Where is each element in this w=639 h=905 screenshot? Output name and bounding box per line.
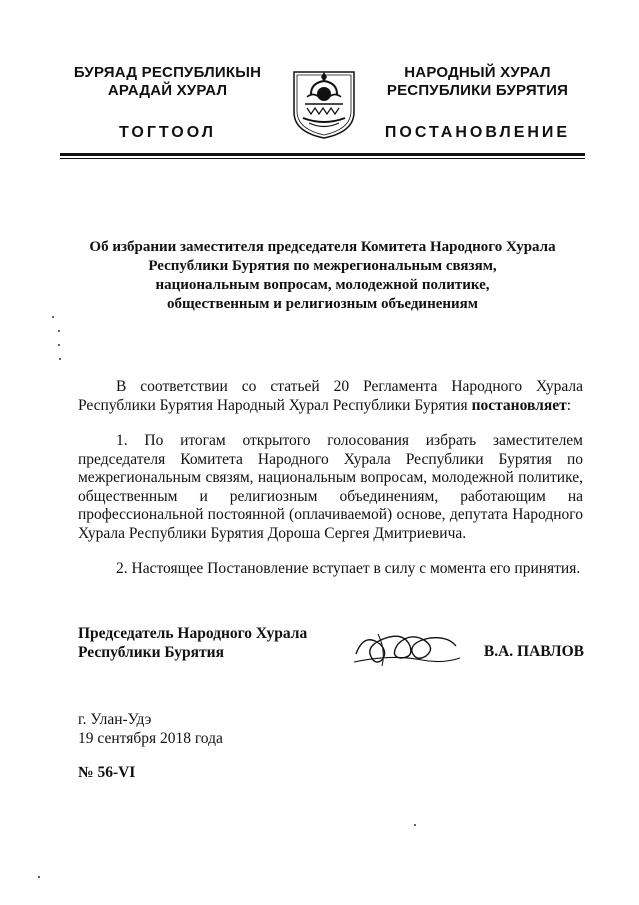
item-2-paragraph: 2. Настоящее Постановление вступает в силу с момента его принятия.	[116, 560, 581, 577]
handwritten-signature	[352, 624, 462, 670]
preamble-bold-verb: постановляет	[471, 396, 567, 414]
scan-speck	[58, 344, 60, 346]
scan-speck	[59, 358, 61, 360]
document-number: № 56-VI	[78, 764, 136, 781]
footer-city: г. Улан-Удэ	[78, 711, 152, 728]
signatory-name: В.А. ПАВЛОВ	[483, 643, 584, 660]
scan-speck	[414, 824, 416, 826]
header-right-doc-type: ПОСТАНОВЛЕНИЕ	[384, 124, 571, 141]
scan-speck	[38, 876, 40, 878]
preamble-text: В соответствии со статьей 20 Регламента Народного Хурала Республики Бурятия Народный Хурал Республики Бурятия	[78, 378, 583, 414]
header-left-doc-type: ТОГТООЛ	[119, 124, 216, 141]
title-line2: Республики Бурятия по межрегиональным связям,	[148, 258, 497, 274]
document-title	[60, 238, 585, 314]
header-left-name-line2: АРАДАЙ ХУРАЛ	[107, 82, 228, 99]
header-left-name	[60, 64, 275, 100]
footer-date: 19 сентября 2018 года	[78, 730, 223, 747]
footer-place-date	[78, 710, 328, 748]
document-body	[78, 378, 583, 579]
preamble-colon: :	[566, 396, 572, 414]
header-right-name-line2: РЕСПУБЛИКИ БУРЯТИЯ	[386, 82, 569, 99]
scan-speck	[58, 330, 60, 332]
signatory-position	[78, 624, 358, 662]
item-1-paragraph: 1. По итогам открытого голосования избрать заместителем председателя Комитета Народного Хурала Республики Бурятия по межрегиональным связям, национальным вопросам, молодежной политике, общественным и религиозным объединениям, работающим на профессиональной постоянной (оплачиваемой) основе, депутата Народного Хурала Республики Бурятия Дороша Сергея Дмитриевича.	[78, 432, 583, 542]
header-right-name	[370, 64, 585, 100]
scan-speck	[52, 316, 54, 318]
title-line4: общественным и религиозным объединениям	[167, 296, 478, 312]
header-right-name-line1: НАРОДНЫЙ ХУРАЛ	[404, 64, 551, 81]
preamble-paragraph	[78, 378, 583, 415]
header-left-name-line1: БУРЯАД РЕСПУБЛИКЫН	[73, 64, 262, 81]
title-line3: национальным вопросам, молодежной политике,	[155, 277, 490, 293]
signatory-position-line1: Председатель Народного Хурала	[78, 625, 308, 642]
header-divider-thin	[60, 158, 585, 159]
coat-of-arms-buryatia-icon	[291, 66, 357, 140]
signatory-position-line2: Республики Бурятия	[78, 644, 224, 661]
title-line1: Об избрании заместителя председателя Комитета Народного Хурала	[89, 239, 556, 255]
header-divider-thick	[60, 153, 585, 156]
